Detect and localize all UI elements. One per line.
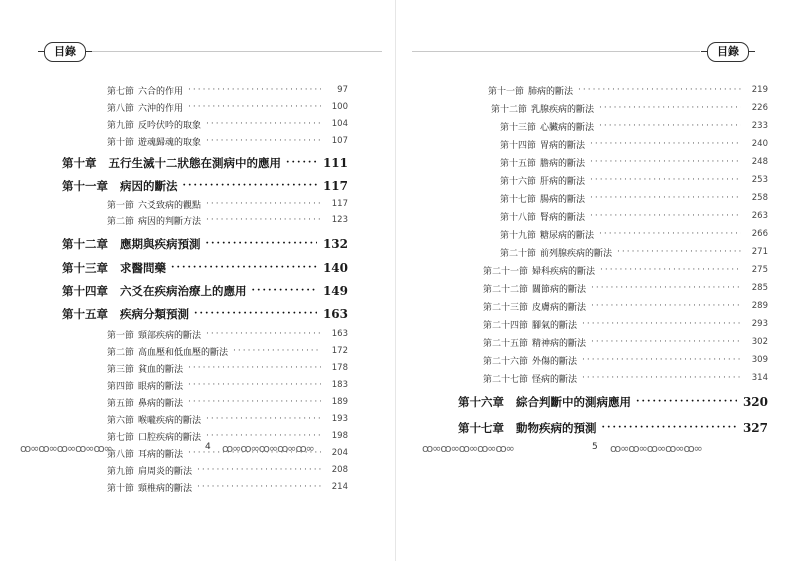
toc-entry-number: 第八節 [107, 449, 135, 460]
toc-entry-page: 208 [331, 465, 348, 475]
toc-entry-title: 胃病的斷法 [540, 140, 586, 151]
toc-entry-number: 第十八節 [500, 212, 537, 223]
dot-leader [194, 309, 317, 319]
toc-entry-title: 口腔疾病的斷法 [138, 432, 202, 443]
dot-leader [183, 181, 318, 191]
toc-entry-number: 第二十二節 [483, 284, 529, 295]
toc-entry-page: 132 [322, 237, 348, 251]
dot-leader [206, 330, 321, 339]
toc-chapter-entry [458, 418, 768, 438]
toc-chapter-entry [62, 153, 348, 173]
toc-entry-title: 婦科疾病的斷法 [532, 266, 596, 277]
toc-entry-title: 動物疾病的預測 [516, 421, 597, 435]
toc-entry-title: 前列腺疾病的斷法 [540, 248, 613, 259]
toc-entry-page: 107 [331, 136, 348, 146]
page-number: 5 [592, 442, 598, 452]
toc-entry-page: 163 [322, 307, 348, 321]
toc-entry-page: 289 [751, 301, 768, 311]
dot-leader [590, 158, 741, 167]
dot-leader [252, 286, 318, 296]
footer-ornament-left: ꝏ∞ꝏ∞ꝏ∞ꝏ∞ꝏ∞ [20, 442, 112, 454]
footer-ornament-right: ꝏ∞ꝏ∞ꝏ∞ꝏ∞ꝏ∞ [610, 442, 702, 454]
toc-entry-number: 第九節 [107, 466, 135, 477]
toc-entry-title: 外傷的斷法 [532, 356, 578, 367]
toc-section-entry [107, 462, 348, 478]
toc-chapter-entry [62, 176, 348, 196]
toc-entry-title: 高血壓和低血壓的斷法 [138, 347, 229, 358]
toc-entry-title: 乳腺疾病的斷法 [531, 104, 595, 115]
toc-section-entry [107, 116, 348, 132]
toc-entry-page: 320 [742, 395, 768, 409]
toc-entry-title: 綜合判斷中的測病應用 [516, 395, 631, 409]
toc-entry-page: 233 [751, 121, 768, 131]
toc-section-entry [488, 82, 768, 98]
toc-entry-number: 第十節 [107, 483, 135, 494]
toc-entry-page: 263 [751, 211, 768, 221]
toc-entry-title: 病因的斷法 [120, 179, 178, 193]
toc-section-entry [500, 244, 768, 260]
toc-entry-title: 眼病的斷法 [138, 381, 184, 392]
dot-leader [582, 374, 741, 383]
dot-leader [578, 86, 741, 95]
toc-entry-page: 275 [751, 265, 768, 275]
footer-ornament-right: ꝏ∞ꝏ∞ꝏ∞ꝏ∞ꝏ∞ [222, 442, 314, 454]
toc-entry-page: 226 [751, 103, 768, 113]
dot-leader [582, 356, 741, 365]
toc-entry-number: 第二十一節 [483, 266, 529, 277]
toc-section-entry [500, 118, 768, 134]
toc-entry-page: 285 [751, 283, 768, 293]
dot-leader [206, 200, 321, 209]
toc-entry-number: 第十三節 [500, 122, 537, 133]
toc-entry-title: 腳氣的斷法 [532, 320, 578, 331]
toc-chapter-entry [458, 392, 768, 412]
toc-entry-title: 貧血的斷法 [138, 364, 184, 375]
toc-entry-page: 193 [331, 414, 348, 424]
toc-entry-page: 248 [751, 157, 768, 167]
toc-entry-number: 第十三章 [62, 261, 108, 275]
toc-entry-title: 腸病的斷法 [540, 194, 586, 205]
toc-entry-number: 第十四章 [62, 284, 108, 298]
toc-entry-title: 膽病的斷法 [540, 158, 586, 169]
toc-entry-title: 六合的作用 [138, 86, 184, 97]
toc-entry-number: 第二十四節 [483, 320, 529, 331]
toc-entry-page: 258 [751, 193, 768, 203]
toc-section-entry [491, 100, 768, 116]
toc-section-entry [483, 316, 768, 332]
toc-entry-number: 第二十三節 [483, 302, 529, 313]
toc-entry-page: 97 [337, 85, 348, 95]
toc-entry-title: 關節病的斷法 [532, 284, 587, 295]
dot-leader [188, 86, 321, 95]
dot-leader [188, 103, 321, 112]
toc-entry-title: 六爻在疾病治療上的應用 [120, 284, 247, 298]
toc-chapter-entry [62, 304, 348, 324]
toc-section-entry [107, 212, 348, 228]
toc-section-entry [107, 479, 348, 495]
left-page [0, 0, 396, 561]
dot-leader [591, 302, 741, 311]
toc-entry-page: 309 [751, 355, 768, 365]
toc-entry-title: 皮膚病的斷法 [532, 302, 587, 313]
dot-leader [206, 137, 321, 146]
toc-entry-number: 第十節 [107, 137, 135, 148]
toc-entry-number: 第十五節 [500, 158, 537, 169]
toc-entry-page: 204 [331, 448, 348, 458]
toc-entry-page: 117 [331, 199, 348, 209]
toc-entry-title: 六沖的作用 [138, 103, 184, 114]
toc-section-entry [500, 154, 768, 170]
toc-section-entry [107, 360, 348, 376]
toc-entry-number: 第三節 [107, 364, 135, 375]
toc-entry-page: 149 [322, 284, 348, 298]
toc-section-entry [500, 172, 768, 188]
toc-entry-title: 求醫問藥 [120, 261, 166, 275]
toc-entry-number: 第七節 [107, 86, 135, 97]
toc-entry-page: 293 [751, 319, 768, 329]
toc-entry-number: 第二十六節 [483, 356, 529, 367]
dot-leader [617, 248, 741, 257]
toc-entry-page: 189 [331, 397, 348, 407]
toc-entry-page: 172 [331, 346, 348, 356]
toc-entry-number: 第二十節 [500, 248, 537, 259]
toc-entry-title: 肩周炎的斷法 [138, 466, 193, 477]
page-number: 4 [205, 442, 211, 452]
toc-entry-number: 第六節 [107, 415, 135, 426]
toc-entry-number: 第八節 [107, 103, 135, 114]
toc-entry-title: 五行生滅十二狀態在測病中的應用 [108, 156, 281, 170]
dot-leader [599, 230, 741, 239]
toc-entry-page: 104 [331, 119, 348, 129]
toc-chapter-entry [62, 258, 348, 278]
dot-leader [591, 284, 741, 293]
dot-leader [188, 398, 321, 407]
toc-entry-page: 123 [331, 215, 348, 225]
toc-section-entry [107, 82, 348, 98]
toc-entry-title: 病因的判斷方法 [138, 216, 202, 227]
toc-entry-title: 應期與疾病預測 [120, 237, 201, 251]
toc-entry-page: 183 [331, 380, 348, 390]
toc-section-entry [483, 334, 768, 350]
toc-entry-number: 第十七章 [458, 421, 504, 435]
toc-section-entry [483, 298, 768, 314]
dot-leader [286, 158, 317, 168]
toc-entry-page: 111 [322, 156, 348, 170]
toc-header-badge: 目錄 [707, 42, 749, 62]
toc-section-entry [107, 133, 348, 149]
dot-leader [206, 239, 318, 249]
toc-entry-number: 第十二節 [491, 104, 528, 115]
toc-section-entry [107, 196, 348, 212]
toc-entry-number: 第二節 [107, 347, 135, 358]
toc-entry-page: 327 [742, 421, 768, 435]
dot-leader [171, 263, 317, 273]
toc-entry-title: 耳病的斷法 [138, 449, 184, 460]
toc-entry-title: 疾病分類預測 [120, 307, 189, 321]
toc-entry-title: 頸椎病的斷法 [138, 483, 193, 494]
toc-entry-number: 第十一節 [488, 86, 525, 97]
toc-entry-page: 214 [331, 482, 348, 492]
toc-entry-page: 140 [322, 261, 348, 275]
dot-leader [599, 104, 741, 113]
toc-section-entry [483, 262, 768, 278]
dot-leader [590, 176, 741, 185]
toc-chapter-entry [62, 234, 348, 254]
toc-entry-number: 第十七節 [500, 194, 537, 205]
toc-entry-title: 遊魂歸魂的取象 [138, 137, 202, 148]
toc-header-badge: 目錄 [44, 42, 86, 62]
header-rule [412, 51, 700, 52]
dot-leader [206, 415, 321, 424]
toc-section-entry [500, 190, 768, 206]
dot-leader [590, 212, 741, 221]
dot-leader [206, 432, 321, 441]
toc-entry-number: 第十五章 [62, 307, 108, 321]
toc-entry-number: 第七節 [107, 432, 135, 443]
toc-entry-number: 第十九節 [500, 230, 537, 241]
toc-entry-page: 271 [751, 247, 768, 257]
toc-entry-page: 163 [331, 329, 348, 339]
toc-entry-number: 第一節 [107, 200, 135, 211]
toc-entry-number: 第九節 [107, 120, 135, 131]
toc-entry-number: 第四節 [107, 381, 135, 392]
toc-entry-number: 第十六節 [500, 176, 537, 187]
dot-leader [206, 216, 321, 225]
toc-entry-title: 精神病的斷法 [532, 338, 587, 349]
toc-section-entry [107, 343, 348, 359]
toc-section-entry [107, 377, 348, 393]
toc-entry-page: 314 [751, 373, 768, 383]
toc-section-entry [483, 370, 768, 386]
dot-leader [591, 338, 741, 347]
toc-entry-page: 240 [751, 139, 768, 149]
dot-leader [590, 194, 741, 203]
toc-entry-number: 第十一章 [62, 179, 108, 193]
toc-section-entry [500, 136, 768, 152]
toc-entry-title: 心臟病的斷法 [540, 122, 595, 133]
toc-entry-title: 糖尿病的斷法 [540, 230, 595, 241]
toc-chapter-entry [62, 281, 348, 301]
toc-entry-page: 100 [331, 102, 348, 112]
toc-entry-title: 腎病的斷法 [540, 212, 586, 223]
dot-leader [188, 364, 321, 373]
toc-entry-number: 第二十七節 [483, 374, 529, 385]
toc-section-entry [107, 99, 348, 115]
toc-entry-number: 第十章 [62, 156, 97, 170]
toc-section-entry [483, 352, 768, 368]
toc-entry-number: 第一節 [107, 330, 135, 341]
toc-section-entry [107, 394, 348, 410]
toc-entry-number: 第二十五節 [483, 338, 529, 349]
toc-entry-title: 肺病的斷法 [528, 86, 574, 97]
toc-entry-page: 198 [331, 431, 348, 441]
toc-section-entry [483, 280, 768, 296]
toc-entry-number: 第十六章 [458, 395, 504, 409]
toc-section-entry [500, 226, 768, 242]
toc-section-entry [107, 411, 348, 427]
dot-leader [233, 347, 321, 356]
toc-entry-page: 178 [331, 363, 348, 373]
toc-entry-title: 六爻致病的觀點 [138, 200, 202, 211]
right-page [396, 0, 793, 561]
dot-leader [600, 266, 741, 275]
header-rule [92, 51, 382, 52]
toc-entry-title: 喉嚨疾病的斷法 [138, 415, 202, 426]
toc-entry-title: 肝病的斷法 [540, 176, 586, 187]
toc-entry-page: 253 [751, 175, 768, 185]
toc-entry-title: 鼻病的斷法 [138, 398, 184, 409]
dot-leader [590, 140, 741, 149]
footer-ornament-left: ꝏ∞ꝏ∞ꝏ∞ꝏ∞ꝏ∞ [422, 442, 514, 454]
toc-entry-number: 第十四節 [500, 140, 537, 151]
dot-leader [602, 423, 738, 433]
toc-entry-title: 頸部疾病的斷法 [138, 330, 202, 341]
dot-leader [636, 397, 737, 407]
toc-entry-page: 117 [322, 179, 348, 193]
toc-entry-number: 第五節 [107, 398, 135, 409]
toc-entry-title: 反吟伏吟的取象 [138, 120, 202, 131]
toc-entry-page: 266 [751, 229, 768, 239]
dot-leader [599, 122, 741, 131]
toc-entry-page: 219 [751, 85, 768, 95]
toc-entry-number: 第十二章 [62, 237, 108, 251]
toc-entry-title: 怪病的斷法 [532, 374, 578, 385]
dot-leader [188, 381, 321, 390]
dot-leader [197, 483, 321, 492]
dot-leader [197, 466, 321, 475]
toc-entry-page: 302 [751, 337, 768, 347]
toc-section-entry [500, 208, 768, 224]
dot-leader [582, 320, 741, 329]
toc-entry-number: 第二節 [107, 216, 135, 227]
dot-leader [206, 120, 321, 129]
toc-section-entry [107, 326, 348, 342]
